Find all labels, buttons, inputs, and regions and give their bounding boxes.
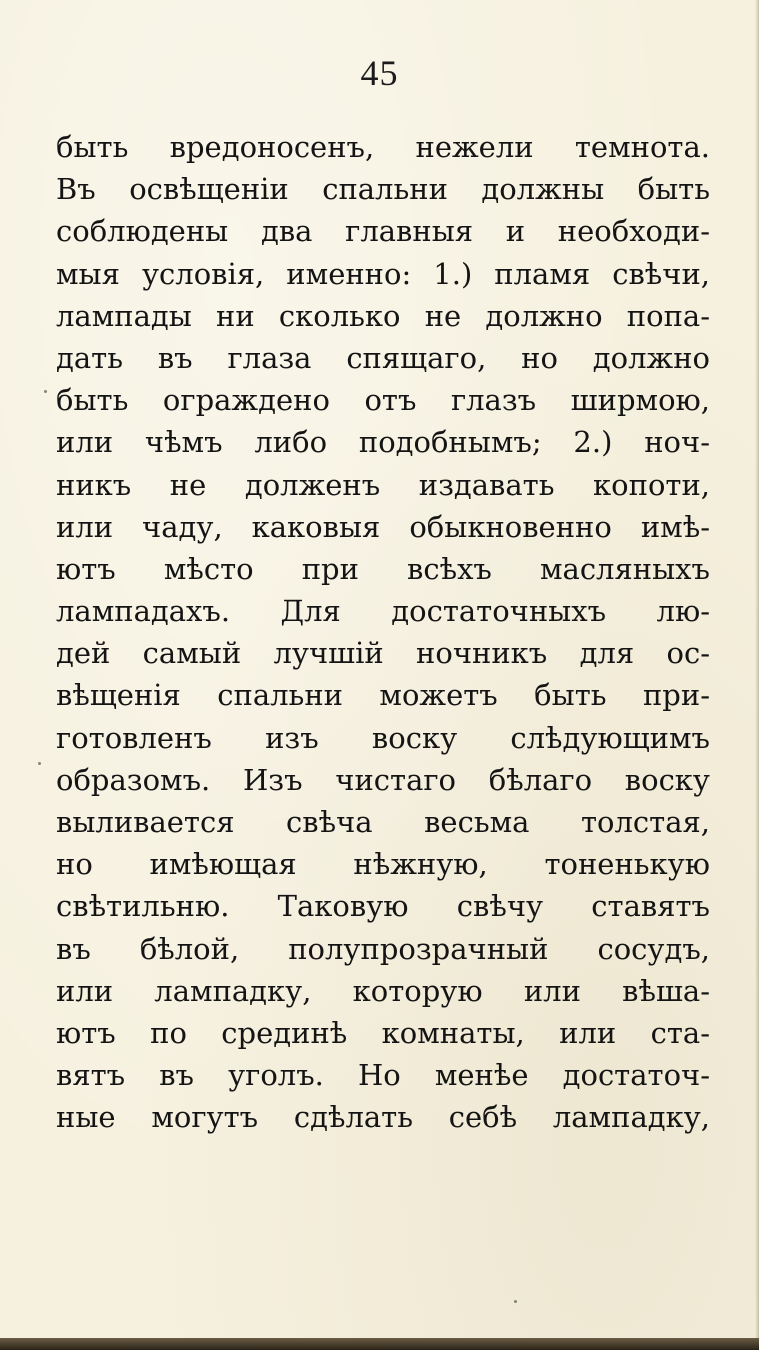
text-line: дей самый лучшій ночникъ для ос- [56,636,710,671]
text-line: образомъ. Изъ чистаго бѣлаго воску [56,762,710,797]
page-bottom-edge [0,1338,759,1350]
text-line: дать въ глаза спящаго, но должно [56,340,710,375]
text-line: или чѣмъ либо подобнымъ; 2.) ноч- [56,425,710,460]
text-line: Въ освѣщеніи спальни должны быть [56,172,710,207]
paper-speck [44,390,47,393]
text-line: вятъ въ уголъ. Но менѣе достаточ- [56,1058,710,1093]
text-line: лампадахъ. Для достаточныхъ лю- [56,594,710,629]
text-line: въ бѣлой, полупрозрачный сосудъ, [56,931,710,966]
text-line: никъ не долженъ издавать копоти, [56,467,710,502]
text-line: свѣтильню. Таковую свѣчу ставятъ [56,889,710,924]
text-line: выливается свѣча весьма толстая, [56,805,710,839]
text-line: но имѣющая нѣжную, тоненькую [56,847,710,882]
text-line: ютъ по срединѣ комнаты, или ста- [56,1015,710,1050]
text-line: лампады ни сколько не должно попа- [56,298,710,333]
text-line: соблюдены два главныя и необходи- [56,214,710,249]
body-text [56,126,710,1139]
text-line: или чаду, каковыя обыкновенно имѣ- [56,509,710,544]
text-line: или лампадку, которую или вѣша- [56,973,710,1008]
text-line: быть ограждено отъ глазъ ширмою, [56,383,710,418]
text-line: мыя условія, именно: 1.) пламя свѣчи, [56,256,710,291]
text-line: вѣщенія спальни можетъ быть при- [56,678,710,713]
text-line: быть вредоносенъ, нежели темнота. [56,130,710,164]
text-line: готовленъ изъ воску слѣдующимъ [56,720,710,755]
paper-speck [514,1300,517,1303]
paper-speck [38,762,41,765]
text-line: ютъ мѣсто при всѣхъ масляныхъ [56,551,710,586]
page-number: 45 [360,53,399,93]
page-edge-shadow [755,0,759,1350]
text-line: ные могутъ сдѣлать себѣ лампадку, [56,1100,710,1135]
